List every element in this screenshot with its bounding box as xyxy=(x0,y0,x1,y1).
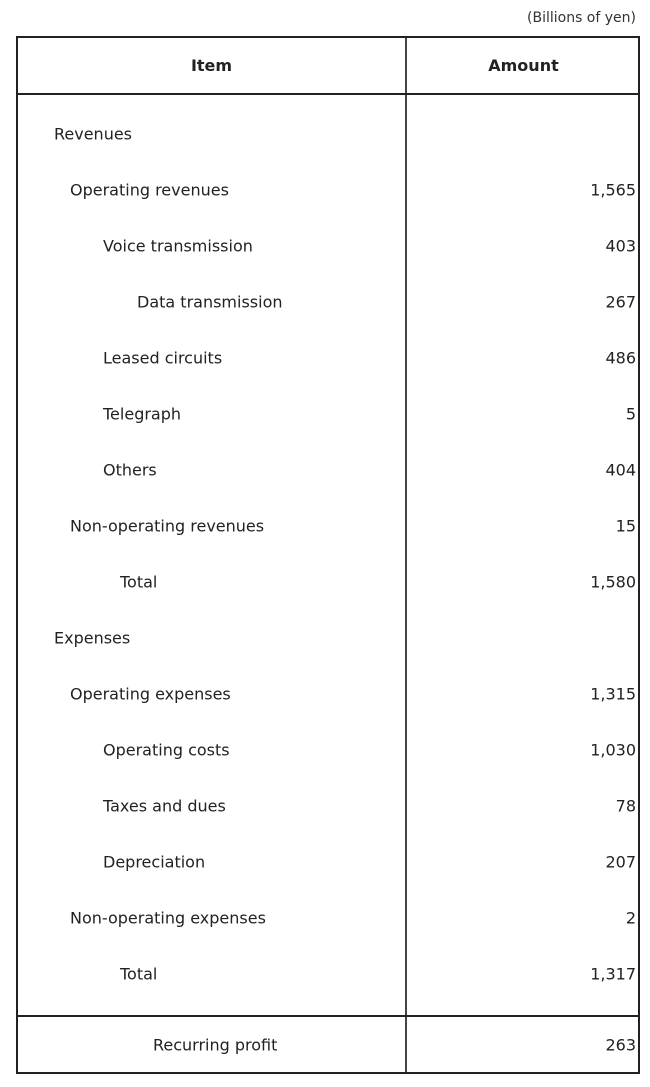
row-data-transmission xyxy=(18,274,638,330)
row-label: Non-operating expenses xyxy=(70,908,266,928)
row-label: Others xyxy=(103,460,157,480)
row-label: Total xyxy=(120,964,158,984)
row-telegraph xyxy=(18,386,638,442)
row-value: 207 xyxy=(605,852,636,872)
row-label: Telegraph xyxy=(103,404,182,424)
row-label: Data transmission xyxy=(137,292,283,312)
row-revenues-total xyxy=(18,554,638,610)
row-label: Recurring profit xyxy=(153,1035,278,1055)
row-value: 15 xyxy=(615,516,636,536)
header-amount: Amount xyxy=(488,56,559,75)
row-label: Operating revenues xyxy=(70,180,229,200)
row-non-operating-expenses xyxy=(18,890,638,946)
header-item: Item xyxy=(190,56,233,75)
row-operating-expenses xyxy=(18,666,638,722)
row-value: 78 xyxy=(615,796,636,816)
row-value: 267 xyxy=(605,292,636,312)
unit-note: (Billions of yen) xyxy=(527,10,636,26)
row-leased-circuits xyxy=(18,330,638,386)
row-non-operating-revenues xyxy=(18,498,638,554)
row-value: 1,030 xyxy=(590,740,636,760)
income-table xyxy=(16,36,640,1074)
row-revenues xyxy=(18,106,638,162)
row-value: 1,580 xyxy=(590,572,636,592)
row-label: Operating costs xyxy=(103,740,230,760)
row-label: Leased circuits xyxy=(103,348,223,368)
row-taxes-and-dues xyxy=(18,778,638,834)
row-label: Non-operating revenues xyxy=(70,516,265,536)
row-label: Expenses xyxy=(54,628,131,648)
row-label: Depreciation xyxy=(103,852,206,872)
row-value: 1,317 xyxy=(590,964,636,984)
row-voice-transmission xyxy=(18,218,638,274)
row-recurring-profit xyxy=(18,1017,638,1073)
row-value: 2 xyxy=(625,908,636,928)
row-value: 403 xyxy=(605,236,636,256)
row-value: 404 xyxy=(605,460,636,480)
row-operating-costs xyxy=(18,722,638,778)
row-label: Total xyxy=(120,572,158,592)
row-value: 1,565 xyxy=(590,180,636,200)
row-others xyxy=(18,442,638,498)
row-label: Revenues xyxy=(54,124,133,144)
row-depreciation xyxy=(18,834,638,890)
row-expenses-total xyxy=(18,946,638,1002)
row-expenses xyxy=(18,610,638,666)
row-label: Taxes and dues xyxy=(103,796,226,816)
row-operating-revenues xyxy=(18,162,638,218)
row-value: 5 xyxy=(625,404,636,424)
row-label: Voice transmission xyxy=(103,236,253,256)
row-value: 263 xyxy=(605,1035,636,1055)
row-value: 1,315 xyxy=(590,684,636,704)
row-label: Operating expenses xyxy=(70,684,231,704)
row-value: 486 xyxy=(605,348,636,368)
